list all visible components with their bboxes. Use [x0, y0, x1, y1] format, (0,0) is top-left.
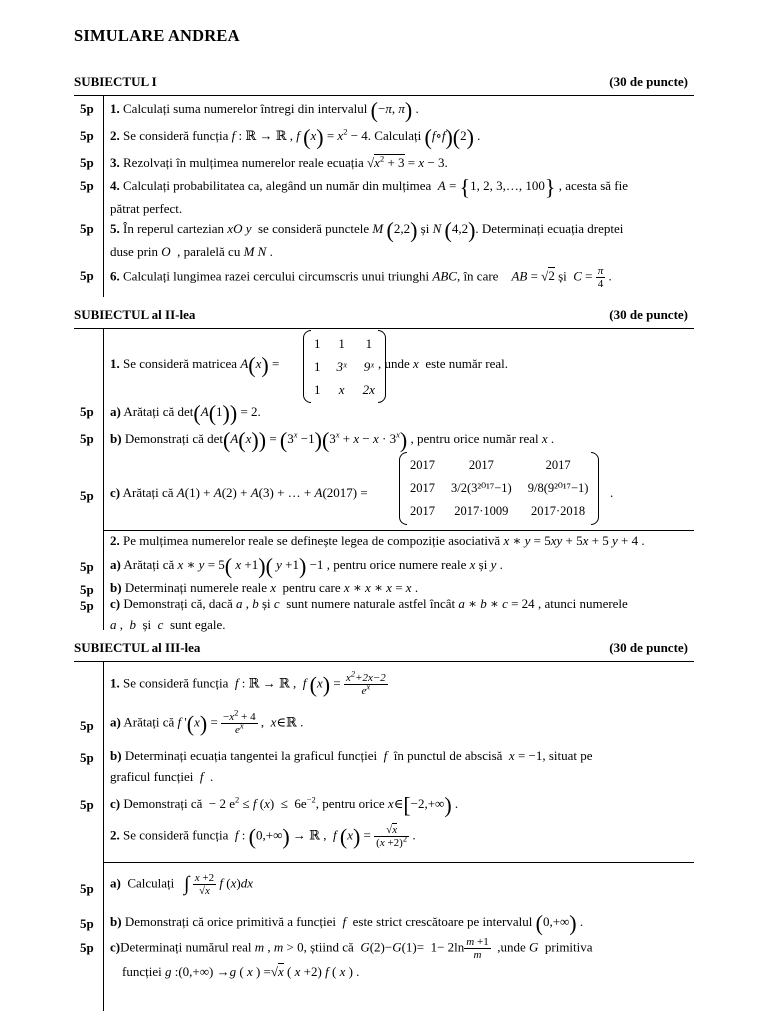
points-badge: 5p	[80, 750, 94, 765]
s1-question-6: 6. Calculați lungimea razei cercului circumscris unui triunghi ABC, în care AB = √2 și C = $\frac{\pi}{4}$ .	[110, 265, 612, 290]
section-2-header	[74, 307, 690, 323]
divider	[74, 95, 694, 96]
points-badge: 5p	[80, 582, 94, 597]
points-badge: 5p	[80, 128, 94, 143]
points-badge: 5p	[80, 916, 94, 931]
s1-question-3: 3. Rezolvați în mulțimea numerelor reale ecuația $√x^2 + 3 = x - 3$.	[110, 153, 448, 170]
s2-problem-1: 1. Se consideră matricea A(x) = 1 1 1 1 3ˣ 9ˣ 1 x 2x , unde x este număr real.	[110, 332, 688, 392]
points-badge: 5p	[80, 221, 94, 236]
s1-question-1: 1. Calculați suma numerelor întregi din intervalul (−π, π) .	[110, 97, 419, 123]
section-title: SUBIECTUL I	[74, 74, 157, 89]
s3-1a: a) Arătați că f '(x) = $\frac{-x^2 + 4}{e^x}$ , x∈ℝ .	[110, 707, 304, 736]
points-badge: 5p	[80, 598, 94, 613]
section-points: (30 de puncte)	[609, 640, 688, 655]
s3-2c: c)Determinați numărul real m , m > 0, știind că G(2)−G(1)= 1− 2ln $\frac{m +1}{m}$ ,unde G primitiva funcției g :(0,+∞) →g ( x ) =√x ( x +2) f ( x ) .	[110, 936, 593, 979]
s3-problem-1: 1. Se consideră funcția f : ℝ → ℝ , f (x) = $\frac{x^2+2x-2}{e^x}$	[110, 668, 386, 697]
points-badge: 5p	[80, 797, 94, 812]
section-1-header	[74, 74, 690, 90]
matrix-sum: 2017 2017 2017 2017 3/2(3²⁰¹⁷−1) 9/8(9²⁰¹⁷−1) 2017 2017·1009 2017·2018	[402, 454, 596, 523]
divider	[74, 328, 694, 329]
points-badge: 5p	[80, 268, 94, 283]
points-badge: 5p	[80, 488, 94, 503]
matrix-a: 1 1 1 1 3ˣ 9ˣ 1 x 2x	[306, 332, 383, 401]
s1-question-2: 2. Se consideră funcția f : ℝ → ℝ , f $(x) = x^2 - 4$. Calculați (f∘f)(2) .	[110, 124, 481, 150]
section-points: (30 de puncte)	[609, 307, 688, 322]
s2-1b: b) Demonstrați că $\det(A(x)) = (3^x -1)(3^x + x - x \cdot 3^x)$ , pentru orice număr real x .	[110, 427, 555, 453]
points-badge: 5p	[80, 718, 94, 733]
points-badge: 5p	[80, 404, 94, 419]
points-column-rule	[103, 328, 104, 630]
s2-problem-2: 2. Pe mulțimea numerelor reale se definește legea de compoziție asociativă x ∗ y = 5xy + 5x + 5 y + 4 .	[110, 533, 645, 548]
points-column-rule	[103, 95, 104, 297]
points-badge: 5p	[80, 155, 94, 170]
section-title: SUBIECTUL al II-lea	[74, 307, 196, 322]
points-badge: 5p	[80, 178, 94, 193]
s3-1c: c) Demonstrați că − 2 $e^2 \le f$ $(x) \le 6e^{-2}$, pentru orice x∈[−2,+∞) .	[110, 792, 459, 818]
points-column-rule	[103, 661, 104, 1011]
s3-problem-2: 2. Se consideră funcția f : (0,+∞) → ℝ , f (x) = $\frac{√x}{(x +2)^2}$ .	[110, 824, 416, 849]
points-badge: 5p	[80, 559, 94, 574]
s2-2c: c) Demonstrați că, dacă a , b și c sunt numere naturale astfel încât a ∗ b ∗ c = 24 , atunci numerele a , b și c sunt egale.	[110, 596, 628, 632]
page-title: SIMULARE ANDREA	[74, 26, 240, 45]
s1-question-5: 5. În reperul cartezian xO y se consideră punctele M (2,2) și N (4,2). Determinați ecuația dreptei duse prin O , paralelă cu M N .	[110, 217, 624, 259]
s2-2a: a) Arătați că x ∗ y = 5( x +1)( y +1) −1 , pentru orice numere reale x și y .	[110, 553, 503, 579]
s2-2b: b) Determinați numerele reale x pentru care x ∗ x ∗ x = x .	[110, 580, 419, 595]
s3-1b: b) Determinați ecuația tangentei la graficul funcției f în punctul de abscisă x = −1, situat pe graficul funcției f .	[110, 748, 593, 784]
section-title: SUBIECTUL al III-lea	[74, 640, 201, 655]
points-badge: 5p	[80, 940, 94, 955]
points-badge: 5p	[80, 431, 94, 446]
s2-1c: c) Arătați că A(1) + A(2) + A(3) + … + A(2017) = 2017 2017 2017 2017 3/2(3²⁰¹⁷−1) 9/8(9²⁰¹⁷−1) 2017 2017·1009 2017·2018 .	[110, 452, 688, 528]
points-badge: 5p	[80, 881, 94, 896]
section-points: (30 de puncte)	[609, 74, 688, 89]
s3-2a: a) Calculați ∫ $\frac{x +2}{√x}$ f (x)dx	[110, 872, 253, 897]
section-3-header	[74, 640, 690, 656]
s2-1a: a) Arătați că det(A(1)) = 2.	[110, 400, 261, 426]
divider	[103, 862, 694, 863]
points-badge: 5p	[80, 101, 94, 116]
divider	[74, 661, 694, 662]
s1-question-4: 4. Calculați probabilitatea ca, alegând un număr din mulțimea A = {1, 2, 3,…, 100} , acesta să fie pătrat perfect.	[110, 174, 628, 216]
s3-2b: b) Demonstrați că orice primitivă a funcției f este strict crescătoare pe intervalul (0,+∞) .	[110, 910, 584, 936]
